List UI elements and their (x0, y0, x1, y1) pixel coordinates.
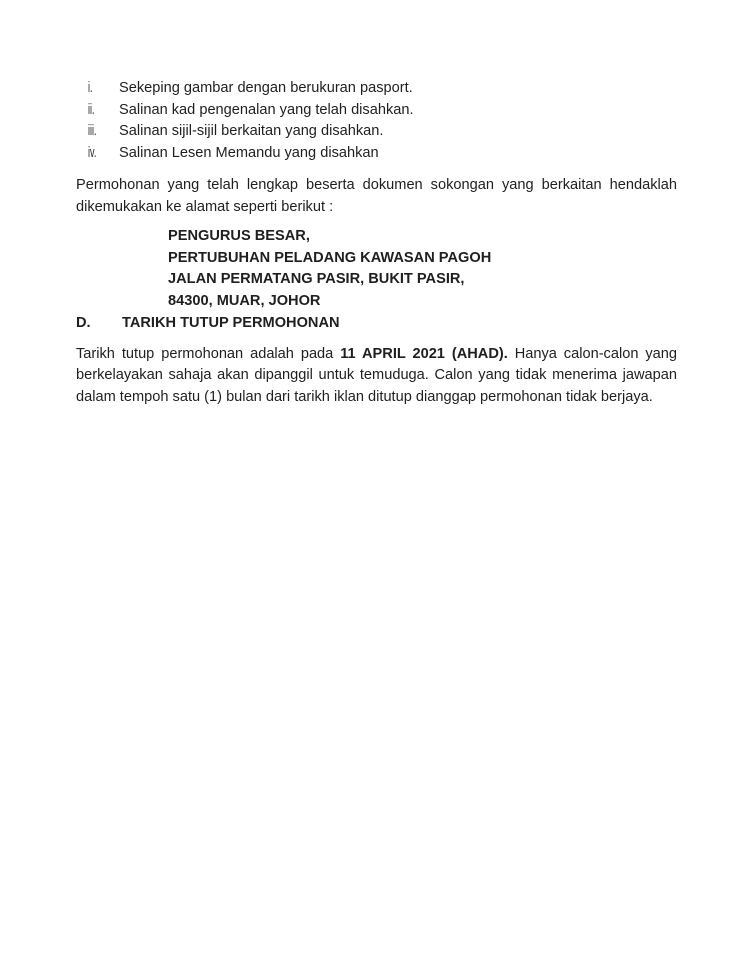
address-line: PENGURUS BESAR, (168, 228, 310, 244)
checklist-item-text: Salinan kad pengenalan yang telah disahkan. (119, 101, 414, 118)
checklist-item (76, 143, 677, 165)
checklist-item (76, 78, 677, 100)
closing-date-text-pre: Tarikh tutup permohonan adalah pada (76, 345, 341, 362)
section-d-heading (76, 313, 677, 335)
checklist-item-numeral: iv. (88, 144, 97, 161)
checklist-item-numeral: i. (88, 80, 93, 96)
address-line: JALAN PERMATANG PASIR, BUKIT PASIR, (168, 271, 465, 287)
checklist-item-numeral: ii. (88, 101, 95, 118)
checklist-item-numeral: iii. (88, 123, 97, 139)
checklist-item (76, 121, 677, 143)
checklist-item (76, 100, 677, 122)
checklist-item-text: Salinan Lesen Memandu yang disahkan (119, 144, 379, 161)
attachment-checklist (76, 78, 677, 164)
section-d-label: D. (76, 315, 91, 331)
address-line: PERTUBUHAN PELADANG KAWASAN PAGOH (168, 249, 492, 266)
address-block (168, 226, 677, 312)
closing-date-text-post: Hanya calon-calon yang berkelayakan sahaja akan dipanggil untuk temuduga. Calon yang tidak menerima jawapan dalam tempoh satu (1) bulan dari tarikh iklan ditutup dianggap permohonan tidak berjaya. (76, 345, 677, 405)
checklist-item-text: Salinan sijil-sijil berkaitan yang disahkan. (119, 123, 384, 139)
address-line: 84300, MUAR, JOHOR (168, 292, 321, 309)
closing-date-bold: 11 APRIL 2021 (AHAD). (340, 345, 508, 362)
submission-instruction-paragraph: Permohonan yang telah lengkap beserta dokumen sokongan yang berkaitan hendaklah dikemukakan ke alamat seperti berikut : (76, 177, 677, 215)
closing-date-paragraph (76, 344, 677, 409)
section-d-title: TARIKH TUTUP PERMOHONAN (122, 315, 340, 331)
checklist-item-text: Sekeping gambar dengan berukuran pasport. (119, 80, 413, 96)
